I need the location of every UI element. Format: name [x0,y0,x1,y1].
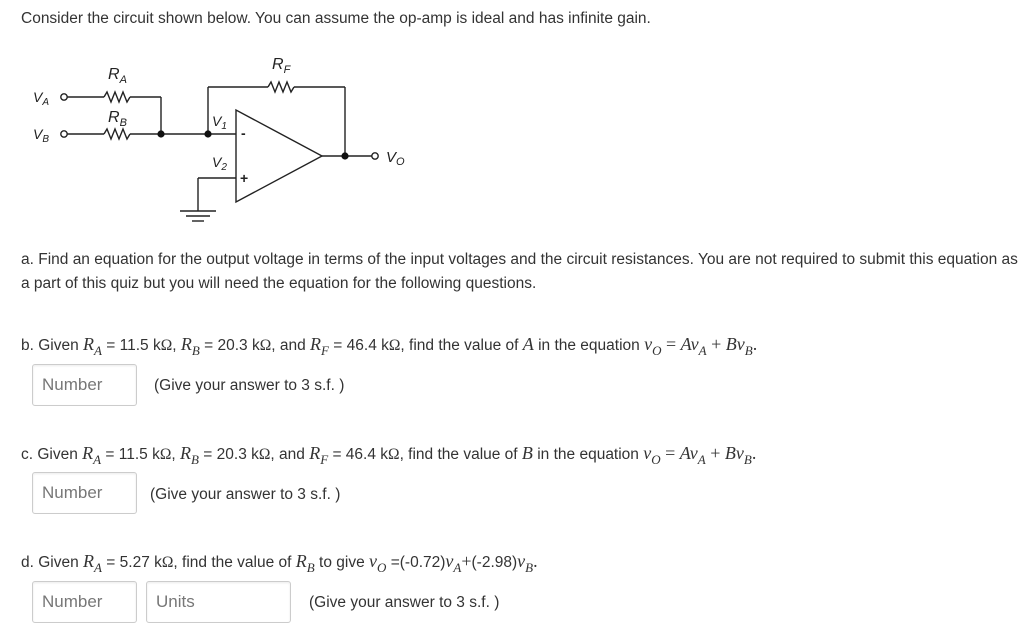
minus-sign: - [241,125,246,141]
rb-resistor [104,129,130,139]
ra-resistor [104,92,130,102]
vb-terminal [61,131,67,137]
plus-sign: + [240,170,249,186]
answer-c-number-input[interactable] [32,472,137,514]
ra-label: $R_A$ [108,66,127,86]
vo-terminal [372,153,378,159]
answer-d-number-input[interactable] [32,581,137,623]
hint-c: (Give your answer to 3 s.f. ) [150,486,341,503]
opamp-triangle [236,110,322,202]
junction-dot-middle [204,130,211,137]
v1-label: $V_1$ [212,113,227,132]
vo-label: $V_O$ [386,149,405,168]
hint-b: (Give your answer to 3 s.f. ) [154,377,345,394]
circuit-diagram [0,50,460,225]
rf-label: $R_F$ [272,56,291,76]
question-b: b. Given $R_A = 11.5$ kΩ, $R_B = 20.3$ kΩ, and $R_F = 46.4$ kΩ, find the value of A in the equation $v_O = Av_A + Bv_B$. [21,334,758,358]
va-terminal [61,94,67,100]
rb-label: $R_B$ [108,109,127,129]
answer-d-units-input[interactable] [146,581,291,623]
vb-label: $V_B$ [33,126,50,145]
hint-d: (Give your answer to 3 s.f. ) [309,594,500,611]
junction-dot-left [157,130,164,137]
rf-resistor [268,82,294,92]
question-a: a. Find an equation for the output voltage in terms of the input voltages and the circuit resistances. You are not required to submit this equation as a part of this quiz but you will need the equation for the following questions. [21,251,1018,292]
va-label: $V_A$ [33,89,50,108]
junction-dot-output [341,152,348,159]
question-c: c. Given $R_A = 11.5$ kΩ, $R_B = 20.3$ kΩ, and $R_F = 46.4$ kΩ, find the value of B in the equation $v_O = Av_A + Bv_B$. [21,443,757,467]
v2-label: $V_2$ [212,154,227,173]
answer-b-number-input[interactable] [32,364,137,406]
intro-text: Consider the circuit shown below. You can assume the op-amp is ideal and has infinite gain. [21,10,651,27]
question-d: d. Given $R_A = 5.27$ kΩ, find the value of $R_B$ to give $v_O =(-0.72)v_A+(-2.98)v_B$. [21,551,538,575]
